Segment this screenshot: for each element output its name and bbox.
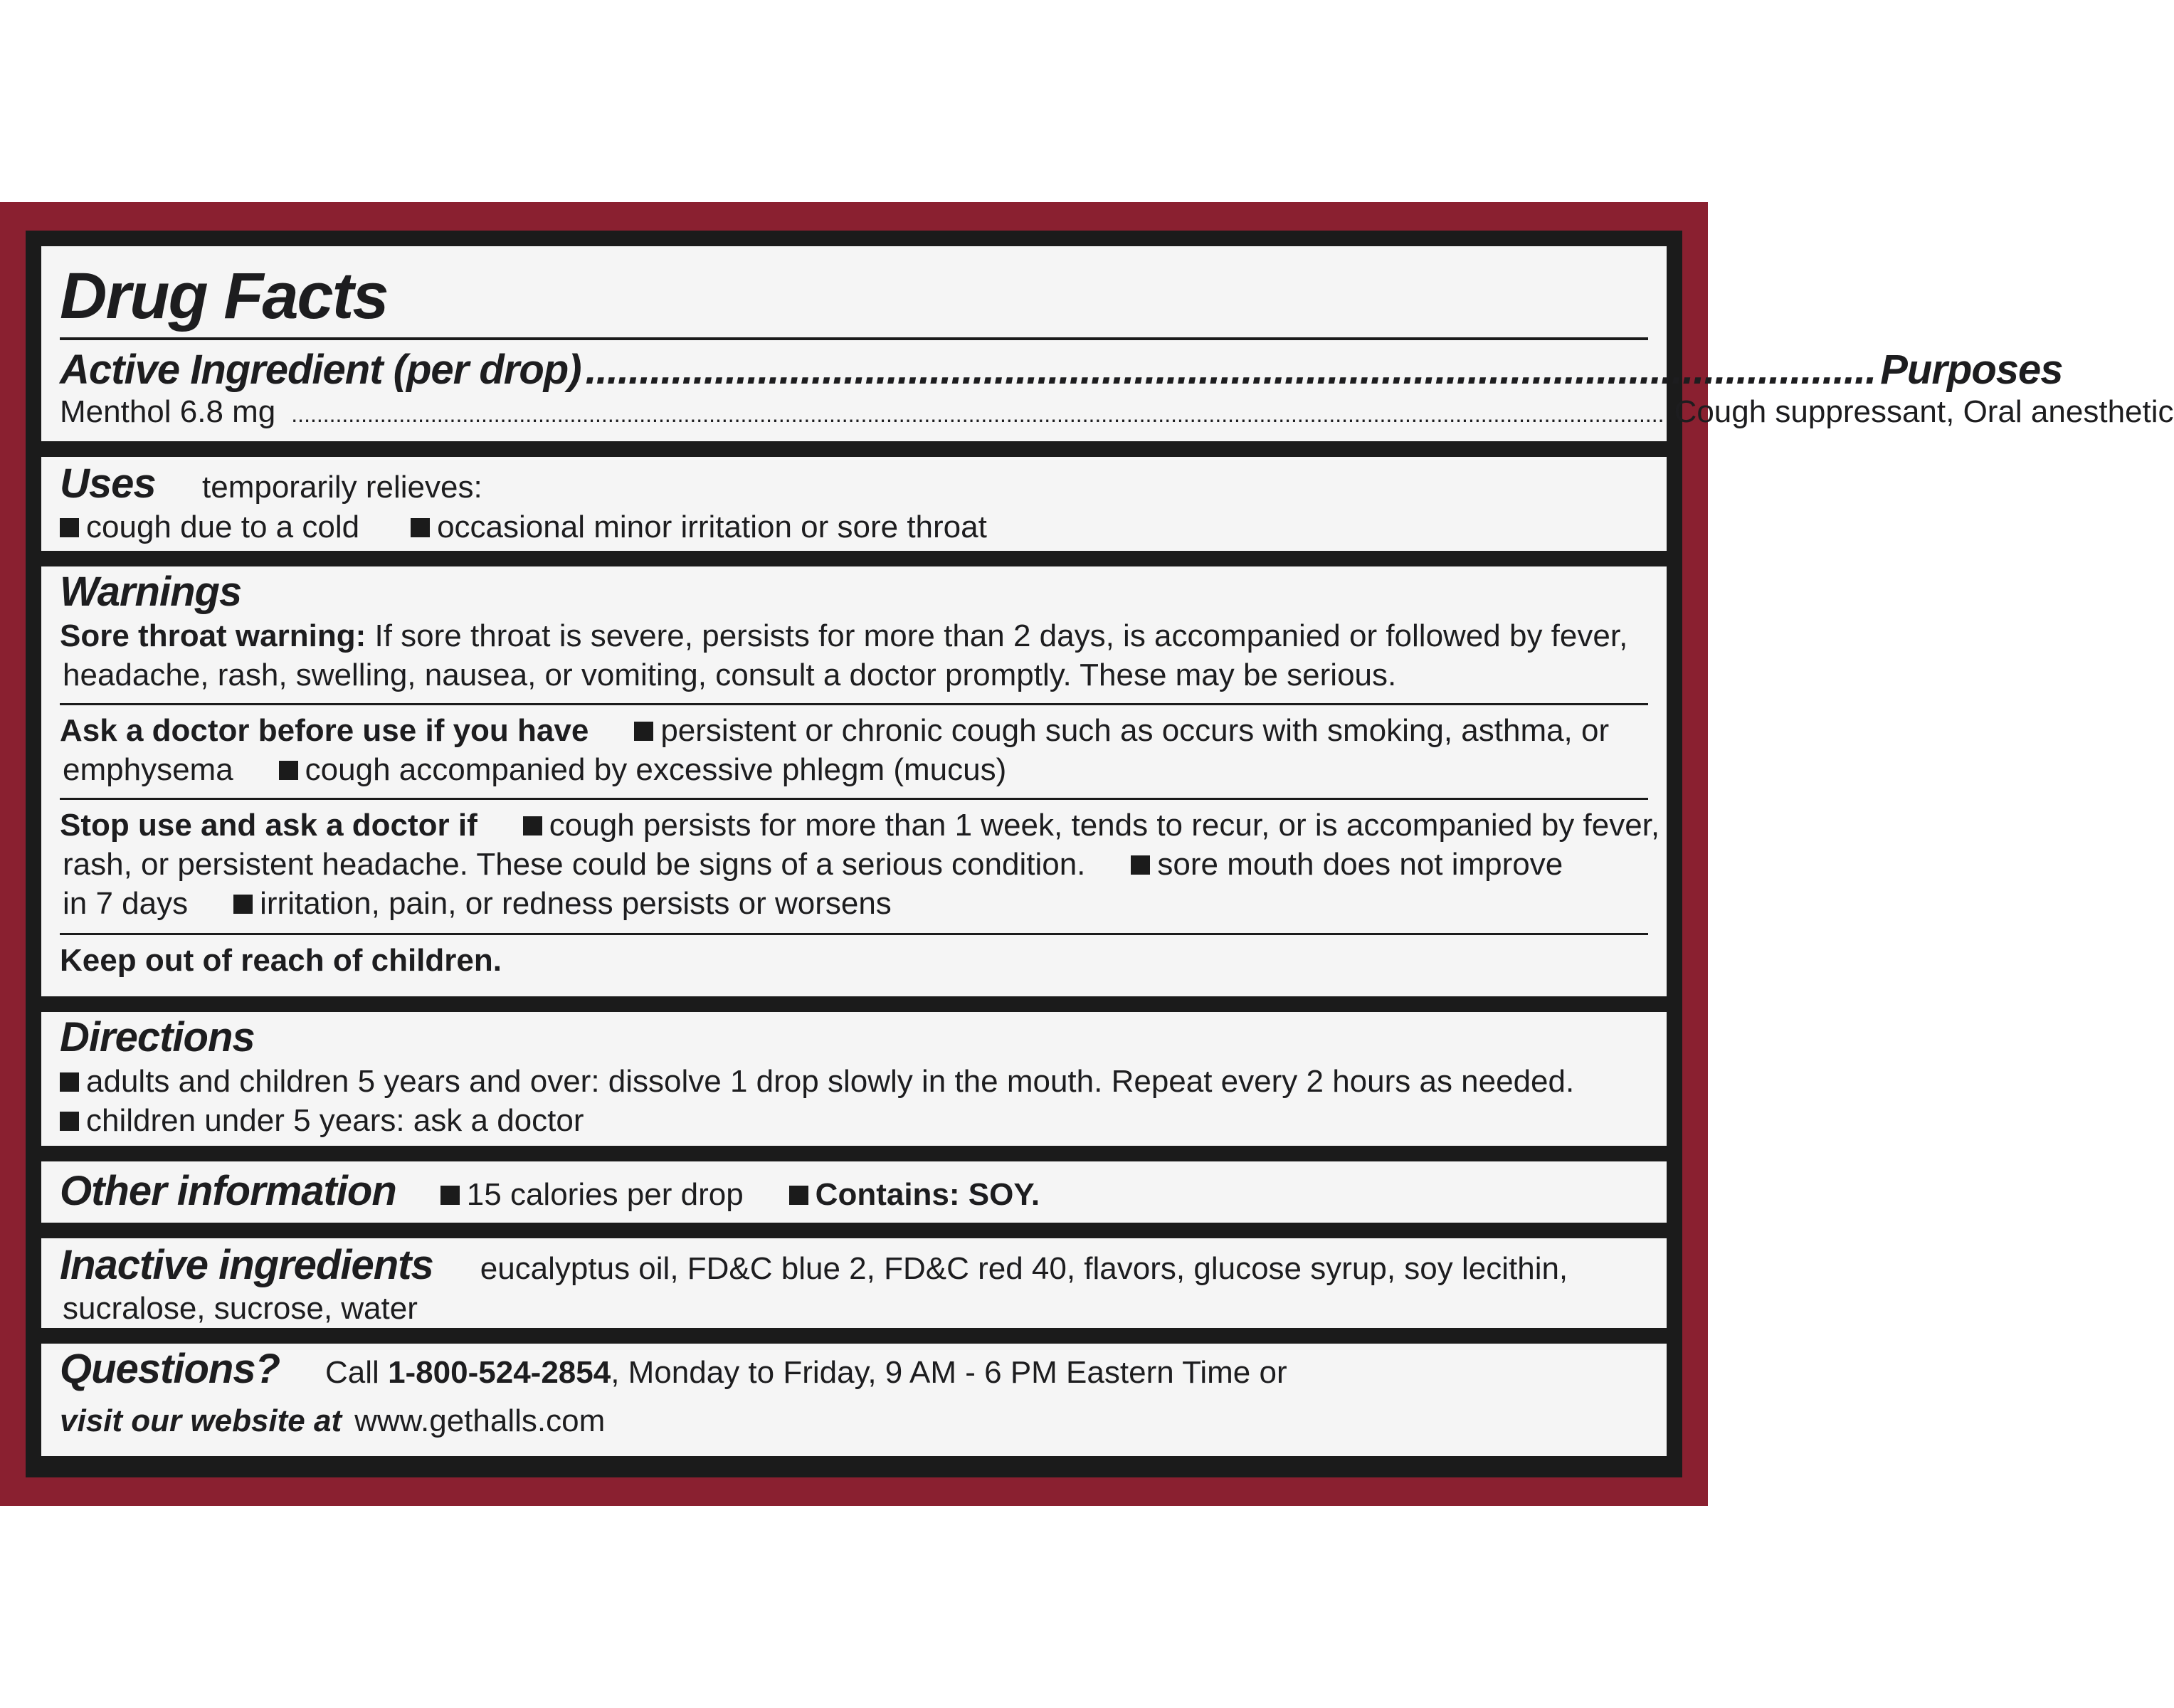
warnings-panel [41, 566, 1667, 996]
section-rule [60, 798, 1648, 800]
inactive-ingredients-panel [41, 1238, 1667, 1328]
bullet-square-icon [440, 1186, 460, 1205]
ask-doctor-warning: Ask a doctor before use if you have persistent or chronic cough such as occurs with smoking, asthma, or emphysema cough accompanied by excessive phlegm (mucus) [60, 713, 1610, 787]
other-item: 15 calories per drop [440, 1175, 744, 1214]
questions-panel [41, 1344, 1667, 1456]
dot-leader-small: ......................................................................................................................................................................................................................... [291, 401, 1664, 427]
directions-heading: Directions [60, 1014, 255, 1060]
questions-heading: Questions? [60, 1346, 280, 1392]
uses-item: cough due to a cold [60, 507, 359, 547]
stop-use-warning: Stop use and ask a doctor if cough persists for more than 1 week, tends to recur, or is accompanied by fever, rash, or persistent headache. These could be signs of a serious condition. sore mouth does not improve in 7 days irritation, pain, or redness persists or worsens [60, 808, 1660, 921]
purposes-heading: Purposes [1880, 347, 2063, 393]
uses-item: occasional minor irritation or sore throat [411, 507, 987, 547]
bullet-square-icon [411, 518, 430, 537]
bullet-square-icon [60, 1072, 79, 1092]
questions-phone-line: Call 1-800-524-2854, Monday to Friday, 9 AM - 6 PM Eastern Time or [325, 1355, 1287, 1390]
label-frame [0, 202, 2174, 1506]
visit-website-label: visit our website at [60, 1403, 342, 1438]
inactive-ingredients-text: sucralose, sucrose, water [63, 1291, 418, 1326]
uses-intro: temporarily relieves: [202, 470, 482, 505]
bullet-square-icon [279, 761, 298, 780]
warnings-heading: Warnings [60, 569, 242, 615]
other-information-heading: Other information [60, 1168, 396, 1214]
section-rule [60, 933, 1648, 935]
page-title: Drug Facts [60, 260, 388, 332]
ingredient-name: Menthol 6.8 mg [60, 394, 276, 429]
ingredient-purpose: Cough suppressant, Oral anesthetic [1674, 394, 2174, 429]
bullet-square-icon [1131, 855, 1150, 875]
inactive-ingredients-text: eucalyptus oil, FD&C blue 2, FD&C red 40, flavors, glucose syrup, soy lecithin, [480, 1251, 1568, 1286]
other-information-panel [41, 1161, 1667, 1223]
bullet-square-icon [634, 722, 653, 741]
label-border [26, 231, 2174, 1477]
bullet-square-icon [523, 816, 542, 835]
inactive-ingredients-heading: Inactive ingredients [60, 1242, 433, 1288]
website-link[interactable]: www.gethalls.com [354, 1403, 606, 1438]
phone-number: 1-800-524-2854 [388, 1355, 611, 1390]
bullet-square-icon [60, 1112, 79, 1131]
bullet-square-icon [233, 895, 253, 914]
directions-panel [41, 1012, 1667, 1146]
active-ingredient-panel [41, 246, 2174, 441]
active-ingredient-heading: Active Ingredient (per drop) [60, 347, 581, 393]
keep-out-of-reach: Keep out of reach of children. [60, 943, 502, 978]
uses-panel [41, 457, 1667, 551]
bullet-square-icon [789, 1186, 808, 1205]
other-item: Contains: SOY. [789, 1175, 1040, 1214]
bullet-square-icon [60, 518, 79, 537]
sore-throat-warning: Sore throat warning: If sore throat is severe, persists for more than 2 days, is accompanied or followed by fever, headache, rash, swelling, nausea, or vomiting, consult a doctor promptly. These may be serious. [60, 618, 1628, 692]
dot-leader: ........................................................................................................................ [585, 347, 1877, 393]
directions-item: adults and children 5 years and over: dissolve 1 drop slowly in the mouth. Repeat every 2 hours as needed. [60, 1062, 1648, 1101]
directions-item: children under 5 years: ask a doctor [60, 1101, 1648, 1140]
uses-heading: Uses [60, 460, 156, 507]
title-rule [60, 337, 1648, 340]
section-rule [60, 703, 1648, 705]
